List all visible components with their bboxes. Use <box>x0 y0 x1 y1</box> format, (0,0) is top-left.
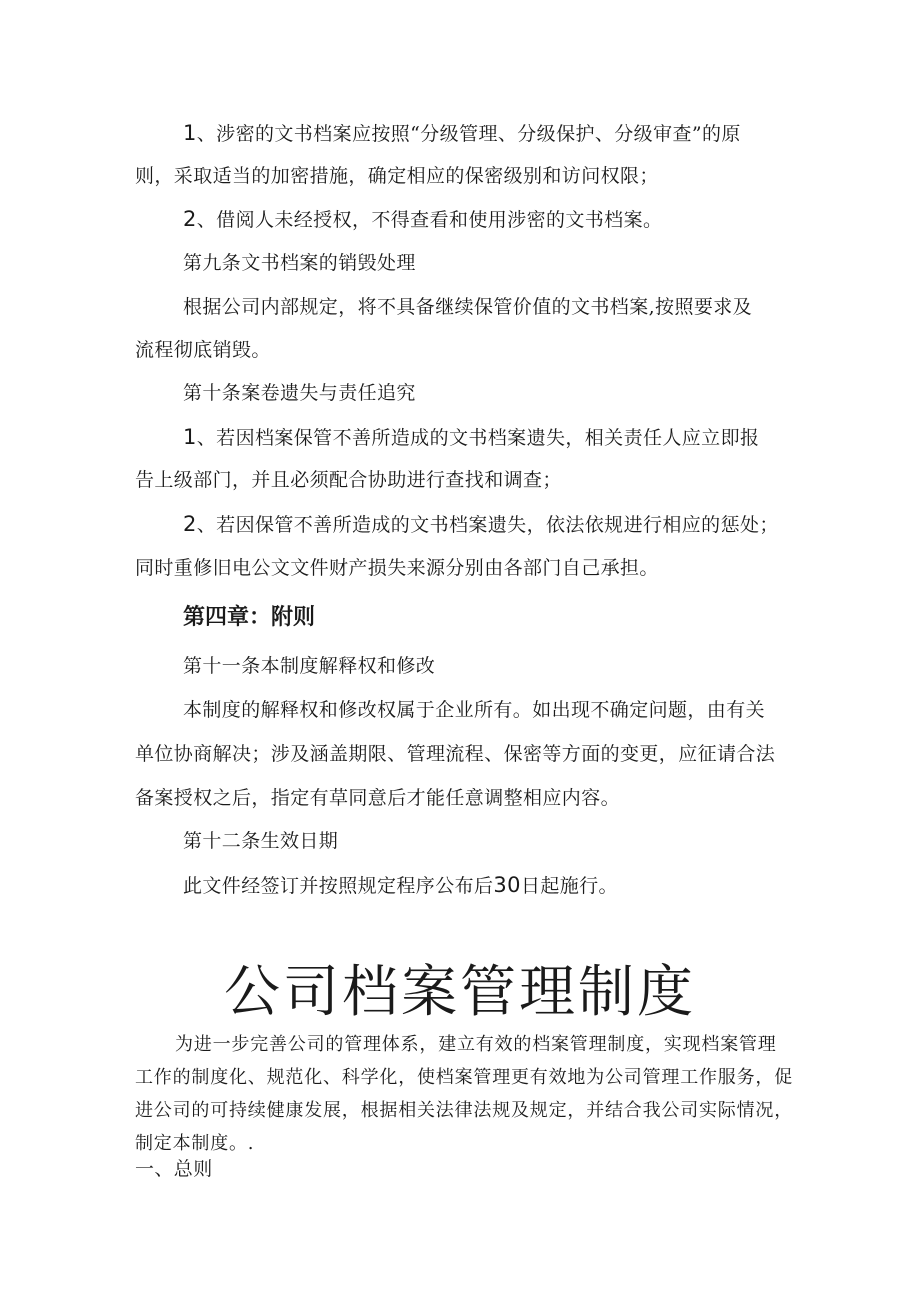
paragraph-borrower-restriction <box>183 207 662 232</box>
article-9-line2: 流程彻底销毁。 <box>135 339 271 361</box>
paragraph-text: 、若因保管不善所造成的文书档案遗失，依法依规进行相应的惩处； <box>196 514 779 536</box>
document-title: 公司档案管理制度 <box>224 960 696 1025</box>
item-number: 1 <box>183 121 197 145</box>
article-10-item1-line2: 告上级部门，并且必须配合协助进行查找和调查； <box>135 469 562 491</box>
article-10-title: 第十条案卷遗失与责任追究 <box>183 382 416 404</box>
article-11-line2: 单位协商解决；涉及涵盖期限、管理流程、保密等方面的变更，应征请合法 <box>135 743 776 765</box>
section-1-heading: 一、总则 <box>135 1158 213 1180</box>
item-number: 1 <box>183 425 197 449</box>
article-9-line1: 根据公司内部规定，将不具备继续保管价值的文书档案,按照要求及 <box>183 296 753 318</box>
article-11-line1: 本制度的解释权和修改权属于企业所有。如出现不确定问题，由有关 <box>183 699 766 721</box>
item-number: 2 <box>183 512 197 536</box>
article-12-line1 <box>183 873 618 898</box>
article-9-title: 第九条文书档案的销毁处理 <box>183 252 416 274</box>
paragraph-text: 此文件经签订并按照规定程序公布后 <box>183 875 494 897</box>
item-number: 2 <box>183 207 197 231</box>
article-11-title: 第十一条本制度解释权和修改 <box>183 655 436 677</box>
article-11-line3: 备案授权之后，指定有草同意后才能任意调整相应内容。 <box>135 787 621 809</box>
paragraph-text: 日起施行。 <box>520 875 618 897</box>
intro-paragraph: 为进一步完善公司的管理体系，建立有效的档案管理制度，实现档案管理工作的制度化、规范化、科学化，使档案管理更有效地为公司管理工作服务，促进公司的可持续健康发展，根据相关法律法规及规定，并结合我公司实际情况，制定本制度。. <box>135 1034 793 1154</box>
paragraph-text: 、借阅人未经授权，不得查看和使用涉密的文书档案。 <box>196 209 663 231</box>
article-10-item1-line1 <box>183 425 759 450</box>
article-10-item2-line2: 同时重修旧电公文文件财产损失来源分别由各部门自己承担。 <box>135 557 659 579</box>
paragraph-secret-archives-line1 <box>183 121 741 146</box>
days-number: 30 <box>493 873 521 897</box>
paragraph-text: 、涉密的文书档案应按照“分级管理、分级保护、分级审查”的原 <box>196 123 741 145</box>
paragraph-secret-archives-line2: 则，采取适当的加密措施，确定相应的保密级别和访问权限； <box>135 165 659 187</box>
chapter-4-heading: 第四章：附则 <box>183 605 316 630</box>
article-10-item2-line1 <box>183 512 779 537</box>
article-12-title: 第十二条生效日期 <box>183 830 339 852</box>
paragraph-text: 、若因档案保管不善所造成的文书档案遗失，相关责任人应立即报 <box>196 427 760 449</box>
